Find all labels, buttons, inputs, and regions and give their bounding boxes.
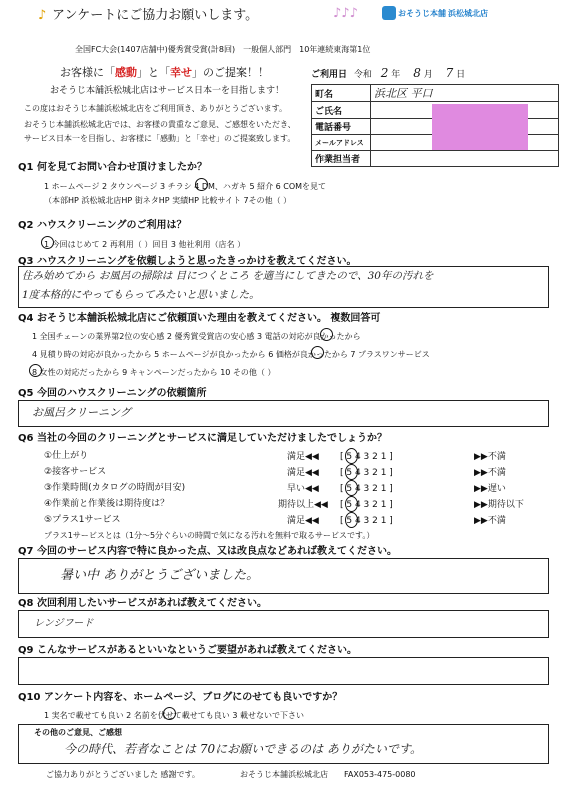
q6-circle bbox=[345, 448, 358, 464]
q2-selected-circle bbox=[41, 236, 54, 249]
q4-circle-3 bbox=[320, 328, 333, 341]
header-note-icon: ♪ bbox=[38, 8, 47, 23]
intro-line-3: サービス日本一を目指し、お客様に「感動」と「幸せ」のご提案致します。 bbox=[24, 134, 296, 143]
q6-circle bbox=[345, 496, 358, 512]
footer-fax: FAX053-475-0080 bbox=[344, 770, 416, 779]
intro-line-1: この度はおそうじ本舗浜松城北店をご利用頂き、ありがとうございます。 bbox=[24, 104, 288, 113]
town-label: 町名 bbox=[312, 85, 371, 102]
q6-scale-left: 満足◀◀ bbox=[287, 516, 319, 526]
q6-scale: [ 5 4 3 2 1 ] bbox=[340, 452, 393, 462]
q6-circle bbox=[345, 464, 358, 480]
town-value: 浜北区 平口 bbox=[371, 85, 559, 102]
q6-item-label: ①仕上がり bbox=[44, 451, 89, 461]
q6-circle bbox=[345, 512, 358, 528]
q6-item-label: ⑤プラス1サービス bbox=[44, 515, 121, 525]
q4-title: Q4 おそうじ本舗浜松城北店にご依頼頂いた理由を教えてください。 複数回答可 bbox=[18, 313, 381, 324]
q6-scale-left: 期待以上◀◀ bbox=[278, 500, 328, 510]
q10-other-label: その他のご意見、ご感想 bbox=[34, 728, 122, 737]
q8-answer: レンジフード bbox=[34, 618, 94, 629]
staff-label: 作業担当者 bbox=[312, 151, 371, 167]
q1-sub-options: （本部HP 浜松城北店HP 街ネタHP 実績HP 比較サイト 7その他（ ） bbox=[44, 196, 292, 205]
q7-title: Q7 今回のサービス内容で特に良かった点、又は改良点などあれば教えてください。 bbox=[18, 546, 397, 557]
q10-title: Q10 アンケート内容を、ホームページ、ブログにのせても良いですか？ bbox=[18, 692, 343, 703]
q4-circle-8 bbox=[29, 364, 42, 377]
q6-title: Q6 当社の今回のクリーニングとサービスに満足していただけましたでしょうか？ bbox=[18, 433, 387, 444]
q6-scale: [ 5 4 3 2 1 ] bbox=[340, 484, 393, 494]
q2-title: Q2 ハウスクリーニングのご利用は？ bbox=[18, 220, 187, 231]
q9-title: Q9 こんなサービスがあるといいなというご要望があれば教えてください。 bbox=[18, 645, 357, 656]
q8-answer-box bbox=[18, 610, 549, 638]
q7-answer: 暑い中 ありがとうございました。 bbox=[60, 568, 260, 583]
q1-selected-circle bbox=[195, 178, 208, 191]
q10-selected-circle bbox=[163, 707, 176, 720]
q3-title: Q3 ハウスクリーニングを依頼しようと思ったきっかけを教えてください。 bbox=[18, 256, 357, 267]
footer-thanks: ご協力ありがとうございました 感謝です。 bbox=[46, 770, 200, 779]
q5-answer: お風呂クリーニング bbox=[32, 406, 131, 419]
q6-scale-right: ▶▶不満 bbox=[474, 516, 506, 526]
q6-scale-right: ▶▶不満 bbox=[474, 468, 506, 478]
intro-line-2: おそうじ本舗浜松城北店では、お客様の貴重なご意見、ご感想をいただき、 bbox=[24, 120, 296, 129]
q6-circle bbox=[345, 480, 358, 496]
q1-title: Q1 何を見てお問い合わせ頂けましたか？ bbox=[18, 162, 207, 173]
staff-value bbox=[371, 151, 559, 167]
q6-scale: [ 5 4 3 2 1 ] bbox=[340, 468, 393, 478]
q4-line-3: 8 女性の対応だったから 9 キャンペーンだったから 10 その他（ ） bbox=[32, 368, 276, 377]
q6-scale-left: 満足◀◀ bbox=[287, 452, 319, 462]
phone-label: 電話番号 bbox=[312, 119, 371, 135]
q6-scale-right: ▶▶期待以下 bbox=[474, 500, 524, 510]
name-label: ご氏名 bbox=[312, 102, 371, 119]
brand-branch: 浜松城北店 bbox=[448, 9, 488, 18]
q4-line-2: 4 見積り時の対応が良かったから 5 ホームページが良かったから 6 価格が良かったから 7 プラスワンサービス bbox=[32, 350, 430, 359]
q9-answer-box bbox=[18, 657, 549, 685]
q6-note: プラス1サービスとは（1分～5分ぐらいの時間で気になる汚れを無料で取るサービスです。） bbox=[44, 531, 375, 540]
q8-title: Q8 次回利用したいサービスがあれば教えてください。 bbox=[18, 598, 267, 609]
q1-options: 1 ホームページ 2 タウンページ 3 チラシ 4 DM、ハガキ 5 紹介 6 COMを見て bbox=[44, 182, 327, 191]
q3-answer-line-1: 住み始めてから お風呂の掃除は 目につくところ を適当にしてきたので、30年の汚れを bbox=[22, 270, 434, 282]
brand-logo-icon bbox=[382, 6, 396, 20]
q6-scale: [ 5 4 3 2 1 ] bbox=[340, 516, 393, 526]
redaction-block bbox=[432, 104, 528, 150]
music-notes: ♪♪♪ bbox=[333, 6, 358, 21]
mail-label: メールアドレス bbox=[312, 135, 371, 151]
q6-item-label: ③作業時間(カタログの時間が目安) bbox=[44, 483, 186, 493]
q6-item-label: ②接客サービス bbox=[44, 467, 107, 477]
q3-answer-line-2: 1度本格的にやってもらってみたいと思いました。 bbox=[22, 289, 260, 301]
proposal-line: お客様に「感動」と「幸せ」のご提案！！ bbox=[60, 66, 269, 79]
q6-scale-left: 早い◀◀ bbox=[287, 484, 319, 494]
date-row: ご利用日 令和 2 年 8 月 7 日 bbox=[311, 66, 466, 80]
q10-options: 1 実名で載せても良い 2 名前を伏せて載せても良い 3 載せないで下さい bbox=[44, 711, 304, 720]
q4-circle-6 bbox=[311, 346, 324, 359]
q5-title: Q5 今回のハウスクリーニングの依頼箇所 bbox=[18, 388, 207, 399]
brand-name: おそうじ本舗 bbox=[398, 9, 446, 18]
q10-answer: 今の時代、若者なことは 70にお願いできるのは ありがたいです。 bbox=[64, 742, 422, 756]
q6-item-label: ④作業前と作業後は期待度は？ bbox=[44, 499, 170, 509]
slogan: おそうじ本舗浜松城北店はサービス日本一を目指します！ bbox=[50, 86, 285, 96]
q4-line-1: 1 全国チェーンの業界第2位の安心感 2 優秀賞受賞店の安心感 3 電話の対応が良かったから bbox=[32, 332, 361, 341]
q2-options: 1 今回はじめて 2 再利用（ ）回目 3 他社利用（店名 ） bbox=[44, 240, 246, 249]
q6-scale-right: ▶▶不満 bbox=[474, 452, 506, 462]
awards-line: 全国FC大会(1407店舗中)優秀賞受賞(計8回) 一般個人部門 10年連続東海第1位 bbox=[75, 45, 371, 54]
page-title: アンケートにご協力お願いします。 bbox=[52, 8, 259, 23]
footer-store: おそうじ本舗浜松城北店 bbox=[240, 770, 328, 779]
q6-scale-right: ▶▶遅い bbox=[474, 484, 506, 494]
q6-scale-left: 満足◀◀ bbox=[287, 468, 319, 478]
q6-scale: [ 5 4 3 2 1 ] bbox=[340, 500, 393, 510]
